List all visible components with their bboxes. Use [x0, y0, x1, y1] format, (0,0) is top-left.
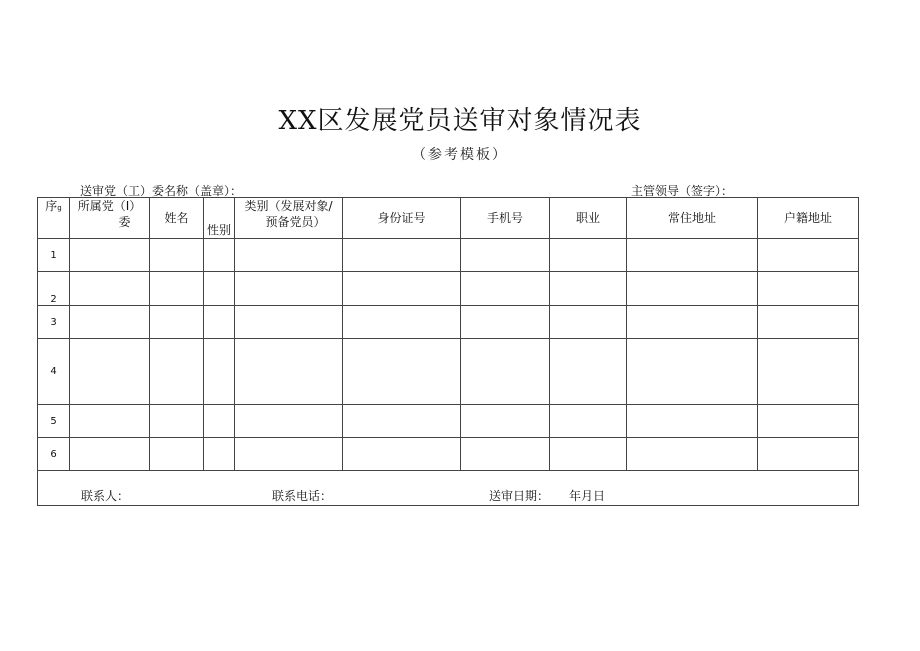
cell-id[interactable] — [343, 306, 461, 339]
col-header-dept — [70, 198, 150, 239]
cell-hukou[interactable] — [758, 438, 859, 471]
col-header-name: 姓名 — [150, 198, 204, 239]
col-header-address: 常住地址 — [627, 198, 758, 239]
cell-id[interactable] — [343, 272, 461, 306]
contact-label: 联系人： — [81, 489, 130, 503]
cell-dept[interactable] — [70, 239, 150, 272]
cell-dept[interactable] — [70, 438, 150, 471]
cell-phone[interactable] — [461, 272, 550, 306]
cell-job[interactable] — [550, 339, 627, 405]
table-row — [38, 405, 859, 438]
submitter-label: 送审党（工）委名称（盖章）： — [80, 184, 243, 198]
cell-address[interactable] — [627, 339, 758, 405]
col-header-seq — [38, 198, 70, 239]
col-header-dept-line2: 委 — [118, 215, 131, 229]
cell-phone[interactable] — [461, 438, 550, 471]
col-header-type — [235, 198, 343, 239]
cell-gender[interactable] — [204, 239, 235, 272]
cell-phone[interactable] — [461, 405, 550, 438]
row-number: 5 — [38, 405, 70, 438]
col-header-job: 职业 — [550, 198, 627, 239]
col-header-phone: 手机号 — [461, 198, 550, 239]
cell-type[interactable] — [235, 239, 343, 272]
table-row — [38, 438, 859, 471]
cell-type[interactable] — [235, 339, 343, 405]
table-row — [38, 339, 859, 405]
cell-job[interactable] — [550, 239, 627, 272]
cell-address[interactable] — [627, 306, 758, 339]
cell-gender[interactable] — [204, 306, 235, 339]
cell-job[interactable] — [550, 438, 627, 471]
cell-dept[interactable] — [70, 339, 150, 405]
cell-gender[interactable] — [204, 405, 235, 438]
table-footer-row — [38, 471, 859, 506]
cell-type[interactable] — [235, 306, 343, 339]
date-label: 送审日期： — [489, 489, 550, 503]
cell-type[interactable] — [235, 272, 343, 306]
cell-id[interactable] — [343, 405, 461, 438]
table-row — [38, 306, 859, 339]
cell-address[interactable] — [627, 272, 758, 306]
cell-address[interactable] — [627, 405, 758, 438]
cell-type[interactable] — [235, 405, 343, 438]
cell-hukou[interactable] — [758, 272, 859, 306]
col-header-seq-text: 序 — [45, 199, 58, 213]
footer-cell — [38, 471, 859, 506]
row-number: 2 — [38, 272, 70, 306]
cell-hukou[interactable] — [758, 306, 859, 339]
col-header-gender: 性别 — [204, 198, 235, 239]
cell-address[interactable] — [627, 438, 758, 471]
leader-label: 主管领导（签字）： — [631, 184, 734, 198]
col-header-seq-sub: g — [57, 204, 62, 212]
tel-label: 联系电话： — [272, 489, 333, 503]
row-number: 3 — [38, 306, 70, 339]
candidate-table — [37, 197, 859, 506]
cell-name[interactable] — [150, 272, 204, 306]
cell-hukou[interactable] — [758, 405, 859, 438]
cell-address[interactable] — [627, 239, 758, 272]
cell-phone[interactable] — [461, 339, 550, 405]
cell-dept[interactable] — [70, 272, 150, 306]
cell-job[interactable] — [550, 405, 627, 438]
date-value: 年月日 — [569, 489, 606, 503]
col-header-type-line1: 类别（发展对象/ — [244, 199, 333, 213]
cell-gender[interactable] — [204, 272, 235, 306]
cell-dept[interactable] — [70, 405, 150, 438]
col-header-dept-line1: 所属党（I） — [77, 199, 142, 213]
cell-phone[interactable] — [461, 239, 550, 272]
cell-name[interactable] — [150, 405, 204, 438]
page-title: XX区发展党员送审对象情况表 — [278, 106, 642, 136]
cell-name[interactable] — [150, 306, 204, 339]
cell-name[interactable] — [150, 438, 204, 471]
cell-gender[interactable] — [204, 438, 235, 471]
cell-phone[interactable] — [461, 306, 550, 339]
row-number: 1 — [38, 239, 70, 272]
page-subtitle: （参考模板） — [412, 147, 508, 163]
cell-id[interactable] — [343, 339, 461, 405]
row-number: 4 — [38, 339, 70, 405]
cell-hukou[interactable] — [758, 339, 859, 405]
table-row — [38, 239, 859, 272]
cell-name[interactable] — [150, 339, 204, 405]
cell-hukou[interactable] — [758, 239, 859, 272]
cell-id[interactable] — [343, 438, 461, 471]
cell-name[interactable] — [150, 239, 204, 272]
table-row — [38, 272, 859, 306]
cell-dept[interactable] — [70, 306, 150, 339]
row-number: 6 — [38, 438, 70, 471]
cell-job[interactable] — [550, 306, 627, 339]
col-header-hukou: 户籍地址 — [758, 198, 859, 239]
col-header-id: 身份证号 — [343, 198, 461, 239]
cell-id[interactable] — [343, 239, 461, 272]
cell-gender[interactable] — [204, 339, 235, 405]
cell-job[interactable] — [550, 272, 627, 306]
cell-type[interactable] — [235, 438, 343, 471]
col-header-type-line2: 预备党员） — [265, 215, 326, 229]
